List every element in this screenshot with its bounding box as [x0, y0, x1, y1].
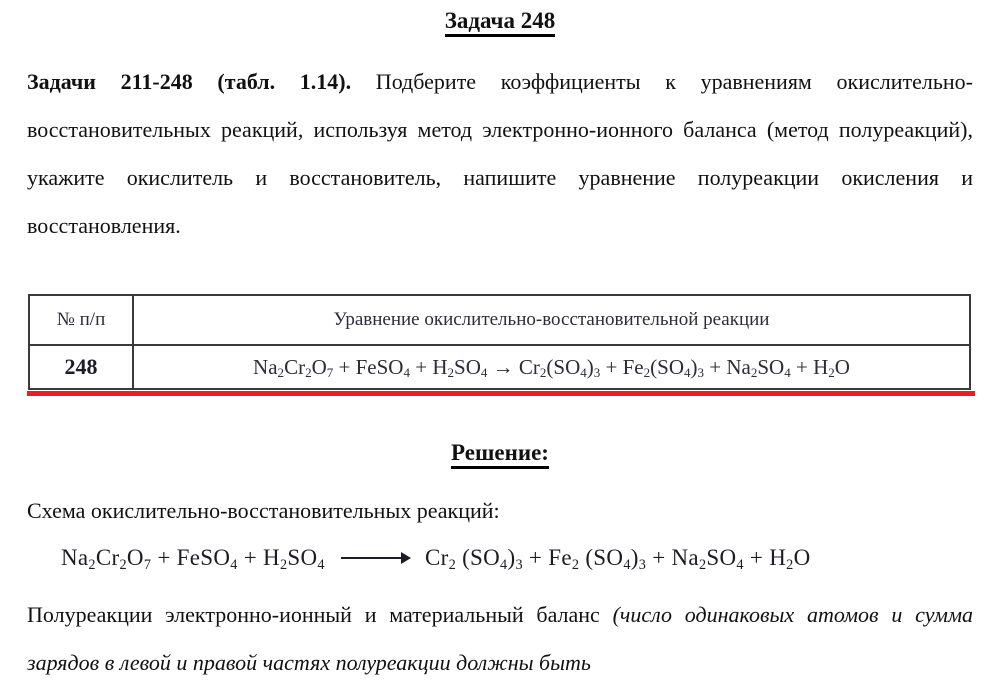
row-number-cell: 248	[29, 345, 133, 389]
half-reactions-paragraph	[27, 591, 973, 687]
table-header-row	[29, 295, 970, 345]
header-equation-column: Уравнение окислительно-восстановительной реакции	[133, 295, 970, 345]
half-reactions-regular-text: Полуреакции электронно-ионный и материальный баланс	[27, 602, 613, 627]
scheme-label: Схема окислительно-восстановительных реакций:	[27, 498, 500, 523]
page-title	[27, 8, 973, 34]
solution-heading	[27, 440, 973, 466]
scheme-equation: $Na_2Cr_2O_7$ + FeSO$_4$ + $H_2SO_4$ $Cr_2$ $(SO_4)_3 + Fe_2$ $(SO_4)_3 + Na_2SO_4 + H_2O$	[61, 545, 811, 573]
header-number-column: № п/п	[29, 295, 133, 345]
problem-range-label: Задачи 211-248 (табл. 1.14).	[27, 69, 352, 94]
reaction-long-arrow	[341, 557, 409, 559]
solution-heading-text: Решение:	[451, 440, 549, 469]
problem-statement	[27, 58, 973, 250]
table-row	[29, 345, 970, 389]
red-underline-rule	[27, 391, 975, 396]
row-equation-cell: $Na_2Cr_2O_7$ + FeSO$_4$ + $H_2SO_4 \to Cr_2(SO_4)_3 + Fe_2(SO_4)_3 + Na_2SO_4 + H_2O$	[133, 345, 970, 389]
problem-statement-text: Подберите коэффициенты к уравнениям окислительно-восстановительных реакций, используя метод электронно-ионного баланса (метод полуреакций), укажите окислитель и восстановитель, напишите уравнение полуреакции окисления и восстановления.	[27, 69, 974, 238]
half-reactions-italic-text: (число одинаковых атомов и сумма зарядов в левой и правой частях полуреакции должны быть	[27, 602, 973, 675]
reaction-table	[28, 294, 971, 390]
page-title-text: Задача 248	[445, 8, 556, 37]
